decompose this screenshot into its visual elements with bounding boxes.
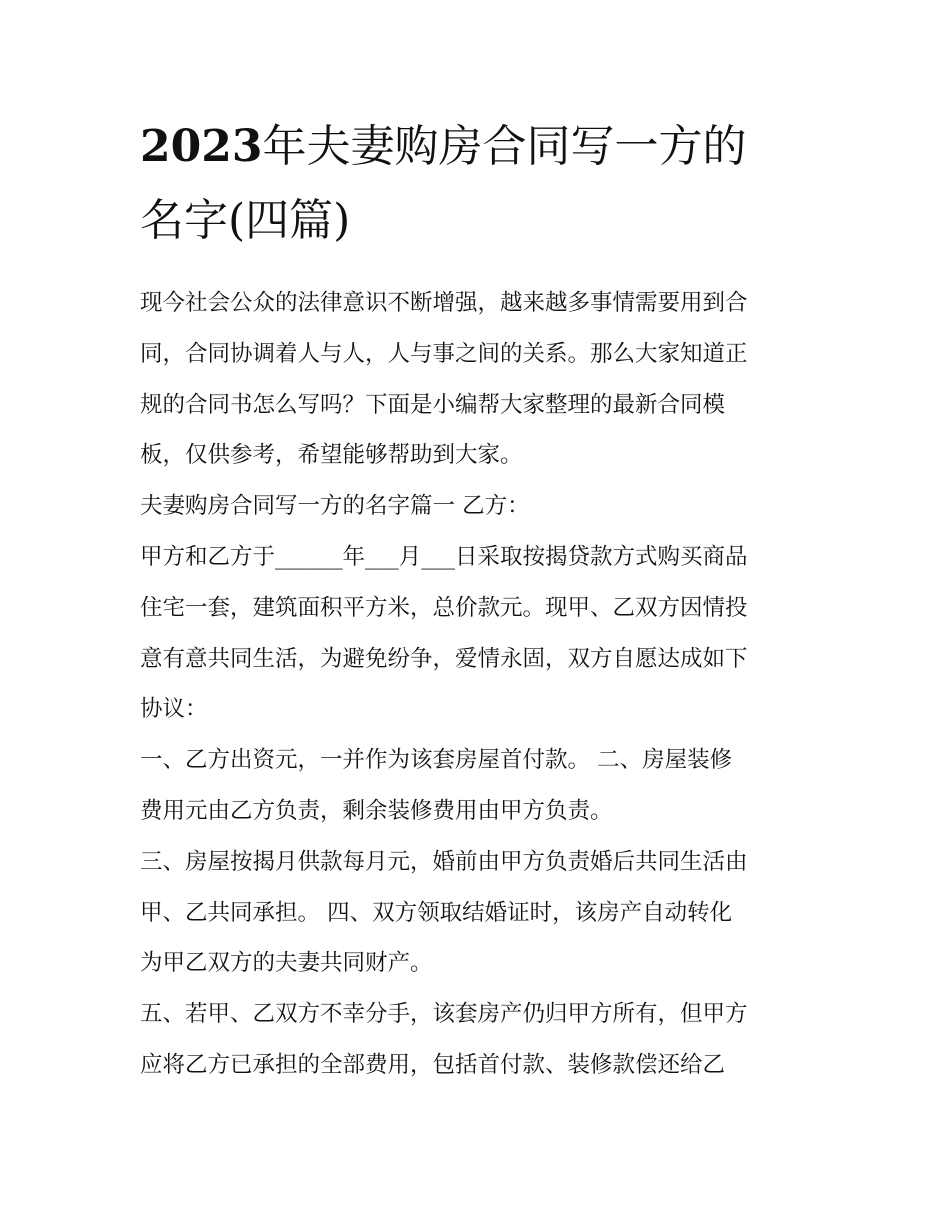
clause-1-2 — [140, 735, 820, 837]
text-line: 现今社会公众的法律意识不断增强，越来越多事情需要用到合 — [140, 290, 748, 316]
text-line: 费用元由乙方负责，剩余装修费用由甲方负责。 — [140, 797, 613, 824]
text-line: 同，合同协调着人与人，人与事之间的关系。那么大家知道正 — [140, 340, 748, 367]
agreement-preamble — [140, 532, 820, 735]
text-line: 协议： — [140, 696, 208, 723]
text-line: 板，仅供参考，希望能够帮助到大家。 — [140, 442, 523, 469]
document-body — [140, 278, 820, 1091]
document-title — [140, 110, 820, 258]
text-line: 住宅一套，建筑面积平方米，总价款元。现甲、乙双方因情投 — [140, 594, 748, 621]
text-line: 规的合同书怎么写吗？下面是小编帮大家整理的最新合同模 — [140, 391, 726, 418]
title-year: 2023 — [140, 121, 263, 172]
text-line: 为甲乙双方的夫妻共同财产。 — [140, 950, 433, 977]
clause-3-4 — [140, 837, 820, 989]
text-line: 夫妻购房合同写一方的名字篇一 乙方： — [140, 493, 530, 520]
text-line: 三、房屋按揭月供款每月元，婚前由甲方负责婚后共同生活由 — [140, 848, 748, 875]
title-line-2: 名字(四篇) — [140, 195, 351, 246]
clause-5 — [140, 989, 820, 1091]
text-line: 应将乙方已承担的全部费用，包括首付款、装修款偿还给乙 — [140, 1051, 726, 1078]
section-heading — [140, 481, 820, 532]
text-line: 五、若甲、乙双方不幸分手，该套房产仍归甲方所有，但甲方 — [140, 1001, 748, 1028]
text-line: 甲、乙共同承担。 四、双方领取结婚证时，该房产自动转化 — [140, 899, 733, 926]
title-line-1 — [140, 110, 820, 184]
title-line-1-text: 年夫妻购房合同写一方的 — [262, 121, 747, 172]
text-line: 甲方和乙方于______年___月___日采取按揭贷款方式购买商品 — [140, 543, 748, 570]
text-line: 意有意共同生活，为避免纷争，爱情永固，双方自愿达成如下 — [140, 645, 748, 672]
text-line: 一、乙方出资元，一并作为该套房屋首付款。 二、房屋装修 — [140, 747, 733, 774]
intro-paragraph — [140, 278, 820, 481]
